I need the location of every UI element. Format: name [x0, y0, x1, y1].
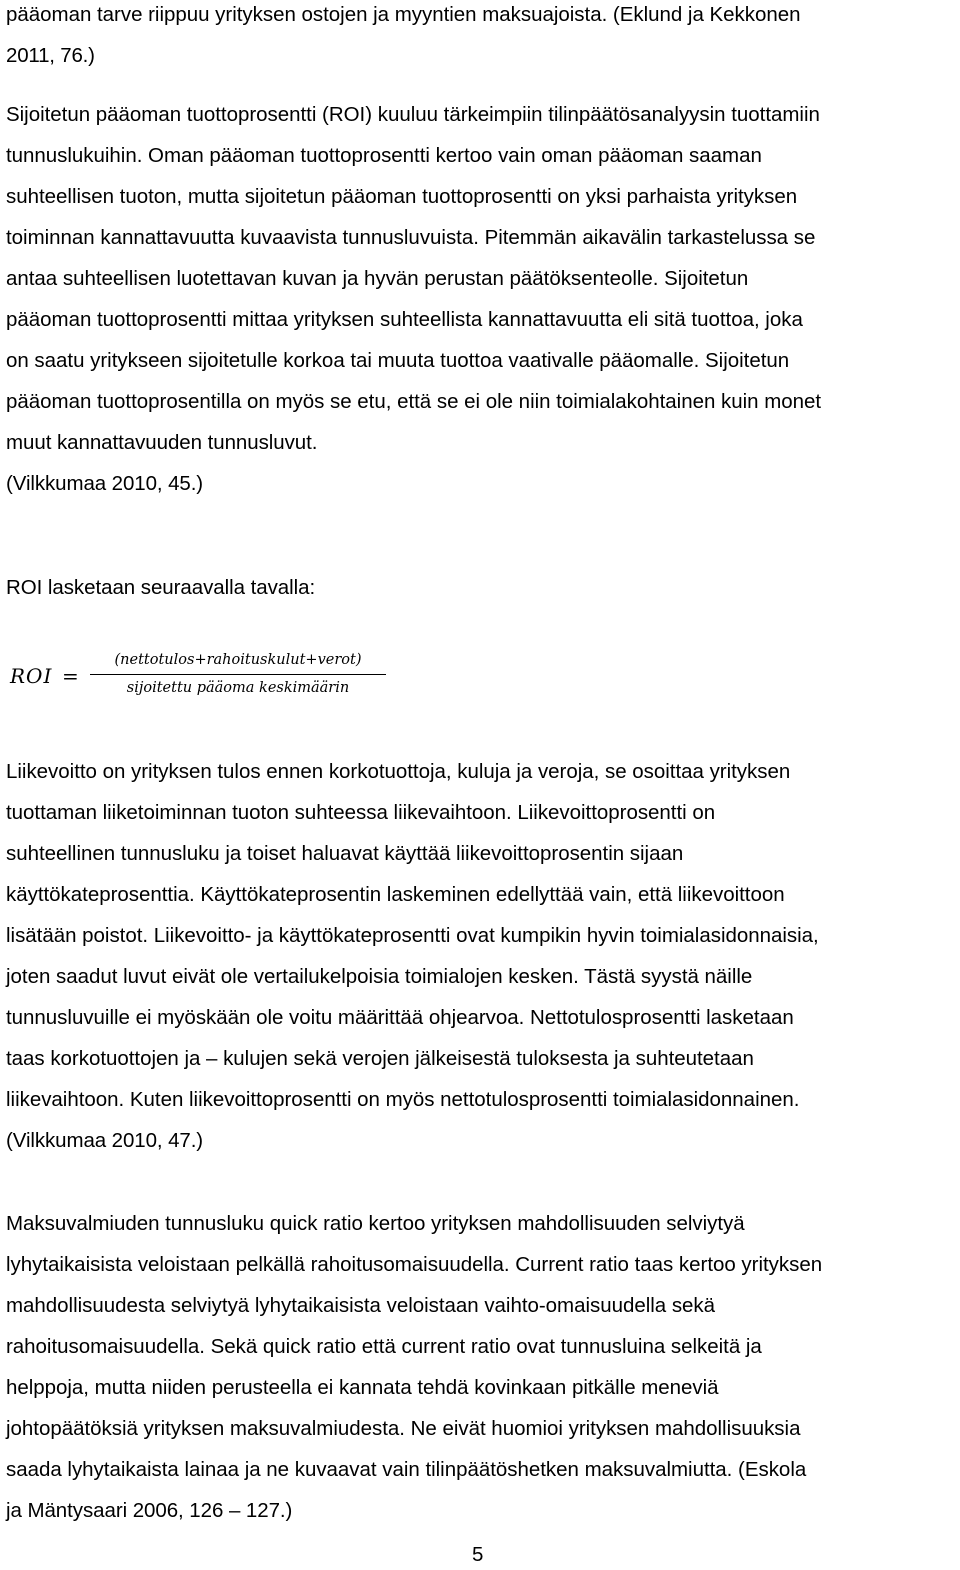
paragraph-operating-profit	[6, 751, 958, 1161]
text-line: tuottaman liiketoiminnan tuoton suhteessa liikevaihtoon. Liikevoittoprosentti on	[6, 801, 716, 824]
text-line: tunnuslukuihin. Oman pääoman tuottoprosentti kertoo vain oman pääoman saaman	[6, 144, 762, 167]
formula-lhs: ROI	[10, 664, 53, 688]
text-line: (Vilkkumaa 2010, 45.)	[6, 472, 204, 495]
text-line: Sijoitetun pääoman tuottoprosentti (ROI) kuuluu tärkeimpiin tilinpäätösanalyysin tuottamiin	[6, 103, 820, 126]
formula-denominator: sijoitettu pääoma keskimäärin	[126, 680, 350, 697]
text-line: mahdollisuudesta selviytyä lyhytaikaisista veloistaan vaihto-omaisuudella sekä	[6, 1294, 716, 1317]
paragraph-liquidity	[6, 1203, 958, 1531]
text-line: pääoman tarve riippuu yrityksen ostojen ja myyntien maksuajoista. (Eklund ja Kekkonen	[6, 3, 801, 26]
text-line: toiminnan kannattavuutta kuvaavista tunnusluvuista. Pitemmän aikavälin tarkastelussa se	[6, 226, 816, 249]
text-line: käyttökateprosenttia. Käyttökateprosentin laskeminen edellyttää vain, että liikevoittoon	[6, 883, 785, 906]
text-line: joten saadut luvut eivät ole vertailukelpoisia toimialojen kesken. Tästä syystä näille	[6, 965, 753, 988]
paragraph-roi-intro	[6, 567, 958, 608]
text-line: pääoman tuottoprosentti mittaa yrityksen suhteellista kannattavuutta eli sitä tuottoa, joka	[6, 308, 803, 331]
text-line: Liikevoitto on yrityksen tulos ennen korkotuottoja, kuluja ja veroja, se osoittaa yrityksen	[6, 760, 791, 783]
text-line: ROI lasketaan seuraavalla tavalla:	[6, 576, 316, 599]
paragraph-working-capital	[6, 0, 958, 76]
text-line: antaa suhteellisen luotettavan kuvan ja hyvän perustan päätöksenteolle. Sijoitetun	[6, 267, 749, 290]
text-line: saada lyhytaikaista lainaa ja ne kuvaavat vain tilinpäätöshetken maksuvalmiutta. (Eskola	[6, 1458, 807, 1481]
text-line: liikevaihtoon. Kuten liikevoittoprosentti on myös nettotulosprosentti toimialasidonnainen.	[6, 1088, 800, 1111]
text-line: johtopäätöksiä yrityksen maksuvalmiudesta. Ne eivät huomioi yrityksen mahdollisuuksia	[6, 1417, 801, 1440]
page-number: 5	[472, 1543, 484, 1566]
text-line: (Vilkkumaa 2010, 47.)	[6, 1129, 204, 1152]
formula-fraction	[90, 650, 386, 698]
text-line: lisätään poistot. Liikevoitto- ja käyttökateprosentti ovat kumpikin hyvin toimialasidonnaisia,	[6, 924, 819, 947]
text-line: Maksuvalmiuden tunnusluku quick ratio kertoo yrityksen mahdollisuuden selviytyä	[6, 1212, 745, 1235]
text-line: suhteellinen tunnusluku ja toiset haluavat käyttää liikevoittoprosentin sijaan	[6, 842, 684, 865]
text-line: taas korkotuottojen ja – kulujen sekä verojen jälkeisestä tuloksesta ja suhteutetaan	[6, 1047, 754, 1070]
text-line: on saatu yritykseen sijoitetulle korkoa tai muuta tuottoa vaativalle pääomalle. Sijoitetun	[6, 349, 790, 372]
text-line: suhteellisen tuoton, mutta sijoitetun pääoman tuottoprosentti on yksi parhaista yrityksen	[6, 185, 798, 208]
text-line: muut kannattavuuden tunnusluvut.	[6, 431, 318, 454]
text-line: tunnusluvuille ei myöskään ole voitu määrittää ohjearvoa. Nettotulosprosentti lasketaan	[6, 1006, 794, 1029]
text-line: pääoman tuottoprosentilla on myös se etu, että se ei ole niin toimialakohtainen kuin monet	[6, 390, 822, 413]
text-line: helppoja, mutta niiden perusteella ei kannata tehdä kovinkaan pitkälle meneviä	[6, 1376, 719, 1399]
text-line: 2011, 76.)	[6, 44, 95, 67]
roi-formula	[6, 650, 406, 700]
paragraph-roi-description	[6, 94, 958, 504]
text-line: ja Mäntysaari 2006, 126 – 127.)	[6, 1499, 293, 1522]
formula-equals-sign: =	[62, 664, 79, 688]
text-line: rahoitusomaisuudella. Sekä quick ratio että current ratio ovat tunnusluina selkeitä ja	[6, 1335, 762, 1358]
text-line: lyhytaikaisista veloistaan pelkällä rahoitusomaisuudella. Current ratio taas kertoo yrityksen	[6, 1253, 823, 1276]
formula-numerator: (nettotulos+rahoituskulut+verot)	[114, 652, 362, 668]
fraction-bar	[90, 674, 386, 675]
